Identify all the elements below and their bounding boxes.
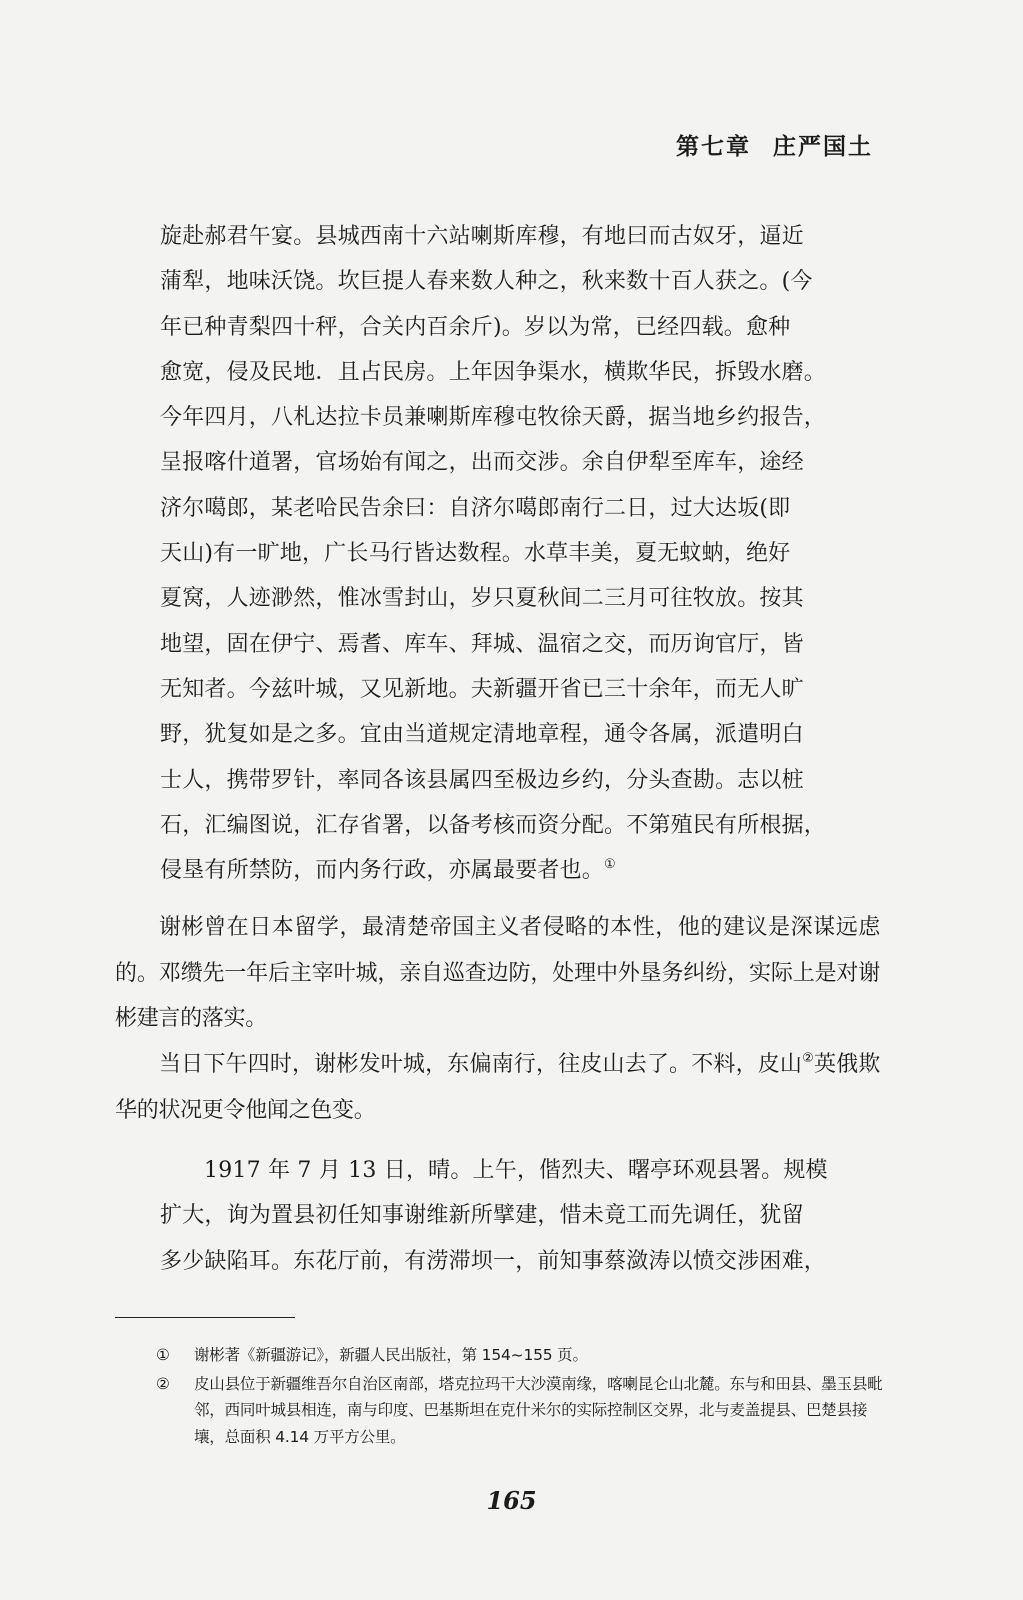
page-number: 165 <box>486 1486 537 1515</box>
body-paragraph-2 <box>115 1042 880 1133</box>
quote-line <box>160 848 880 893</box>
quoted-passage-2 <box>160 1148 880 1284</box>
quote-line: 夏窝，人迹渺然，惟冰雪封山，岁只夏秋间二三月可往牧放。按其 <box>160 586 804 612</box>
footnote-text: 谢彬著《新疆游记》，新疆人民出版社，第 154~155 页。 <box>194 1346 588 1364</box>
chapter-number: 第七章 <box>676 133 751 160</box>
footnote-text: 皮山县位于新疆维吾尔自治区南部，塔克拉玛干大沙漠南缘，喀喇昆仑山北麓。东与和田县、墨玉县毗邻，西同叶城县相连，南与印度、巴基斯坦在克什米尔的实际控制区交界，北与麦盖提县、巴楚县接壤，总面积 4.14 万平方公里。 <box>194 1374 883 1446</box>
quote-line: 呈报喀什道署，官场始有闻之，出而交涉。余自伊犁至库车，途经 <box>160 450 804 476</box>
body-paragraph-1: 谢彬曾在日本留学，最清楚帝国主义者侵略的本性，他的建议是深谋远虑的。邓缵先一年后主宰叶城，亲自巡查边防，处理中外垦务纠纷，实际上是对谢彬建言的落实。 <box>115 915 880 1031</box>
chapter-title: 庄严国土 <box>773 133 873 160</box>
quote-line-text: 侵垦有所禁防，而内务行政，亦属最要者也。 <box>160 858 605 884</box>
footnote-ref-2[interactable]: ② <box>802 1051 814 1066</box>
footnote-1 <box>150 1342 890 1369</box>
quote-line: 多少缺陷耳。东花厅前，有涝滞坝一，前知事蔡潋涛以愤交涉困难， <box>160 1248 827 1274</box>
quote-line: 扩大，询为置县初任知事谢维新所擘建，惜未竟工而先调任，犹留 <box>160 1203 804 1229</box>
footnote-2 <box>150 1371 890 1451</box>
quote-line: 蒲犁，地味沃饶。坎巨提人春来数人种之，秋来数十百人获之。(今 <box>160 269 813 295</box>
quote-line: 野，犹复如是之多。宜由当道规定清地章程，通令各属，派遣明白 <box>160 722 804 748</box>
footnote-divider <box>115 1317 295 1318</box>
quote-line: 无知者。今兹叶城，又见新地。夫新疆开省已三十余年，而无人旷 <box>160 676 804 702</box>
footnote-ref-1[interactable]: ① <box>604 857 616 873</box>
quoted-passage-1 <box>160 214 880 893</box>
quote-line: 地望，固在伊宁、焉耆、库车、拜城、温宿之交，而历询官厅，皆 <box>160 631 804 657</box>
quote-line: 今年四月，八札达拉卡员兼喇斯库穆屯牧徐天爵，据当地乡约报告， <box>160 405 827 431</box>
paragraph-text: 当日下午四时，谢彬发叶城，东偏南行，往皮山去了。不料，皮山 <box>159 1052 803 1077</box>
quote-line: 旋赴郝君午宴。县城西南十六站喇斯库穆，有地曰而古奴牙，逼近 <box>160 224 804 249</box>
quote-line: 天山)有一旷地，广长马行皆达数程。水草丰美，夏无蚊蚋，绝好 <box>160 541 791 567</box>
paragraph-text-tail: 英俄欺华的状况更令他闻之色变。 <box>115 1052 881 1123</box>
footnote-mark: ② <box>156 1374 170 1393</box>
quote-line: 士人，携带罗针，率同各该县属四至极边乡约，分头查勘。志以桩 <box>160 767 804 793</box>
footnotes <box>150 1342 890 1452</box>
quote-line: 济尔噶郎，某老哈民告余曰：自济尔噶郎南行二日，过大达坂(即 <box>160 495 791 521</box>
quote-line: 石，汇编图说，汇存省署，以备考核而资分配。不第殖民有所根据， <box>160 812 827 838</box>
quote-line: 年已种青梨四十秤，合关内百余斤)。岁以为常，已经四载。愈种 <box>160 314 791 340</box>
running-head <box>676 128 873 161</box>
quote-line: 愈宽，侵及民地．且占民房。上年因争渠水，横欺华民，拆毁水磨。 <box>160 359 827 385</box>
quote-line: 1917 年 7 月 13 日，晴。上午，偕烈夫、曙亭环观县署。规模 <box>204 1158 828 1183</box>
footnote-mark: ① <box>156 1346 170 1364</box>
